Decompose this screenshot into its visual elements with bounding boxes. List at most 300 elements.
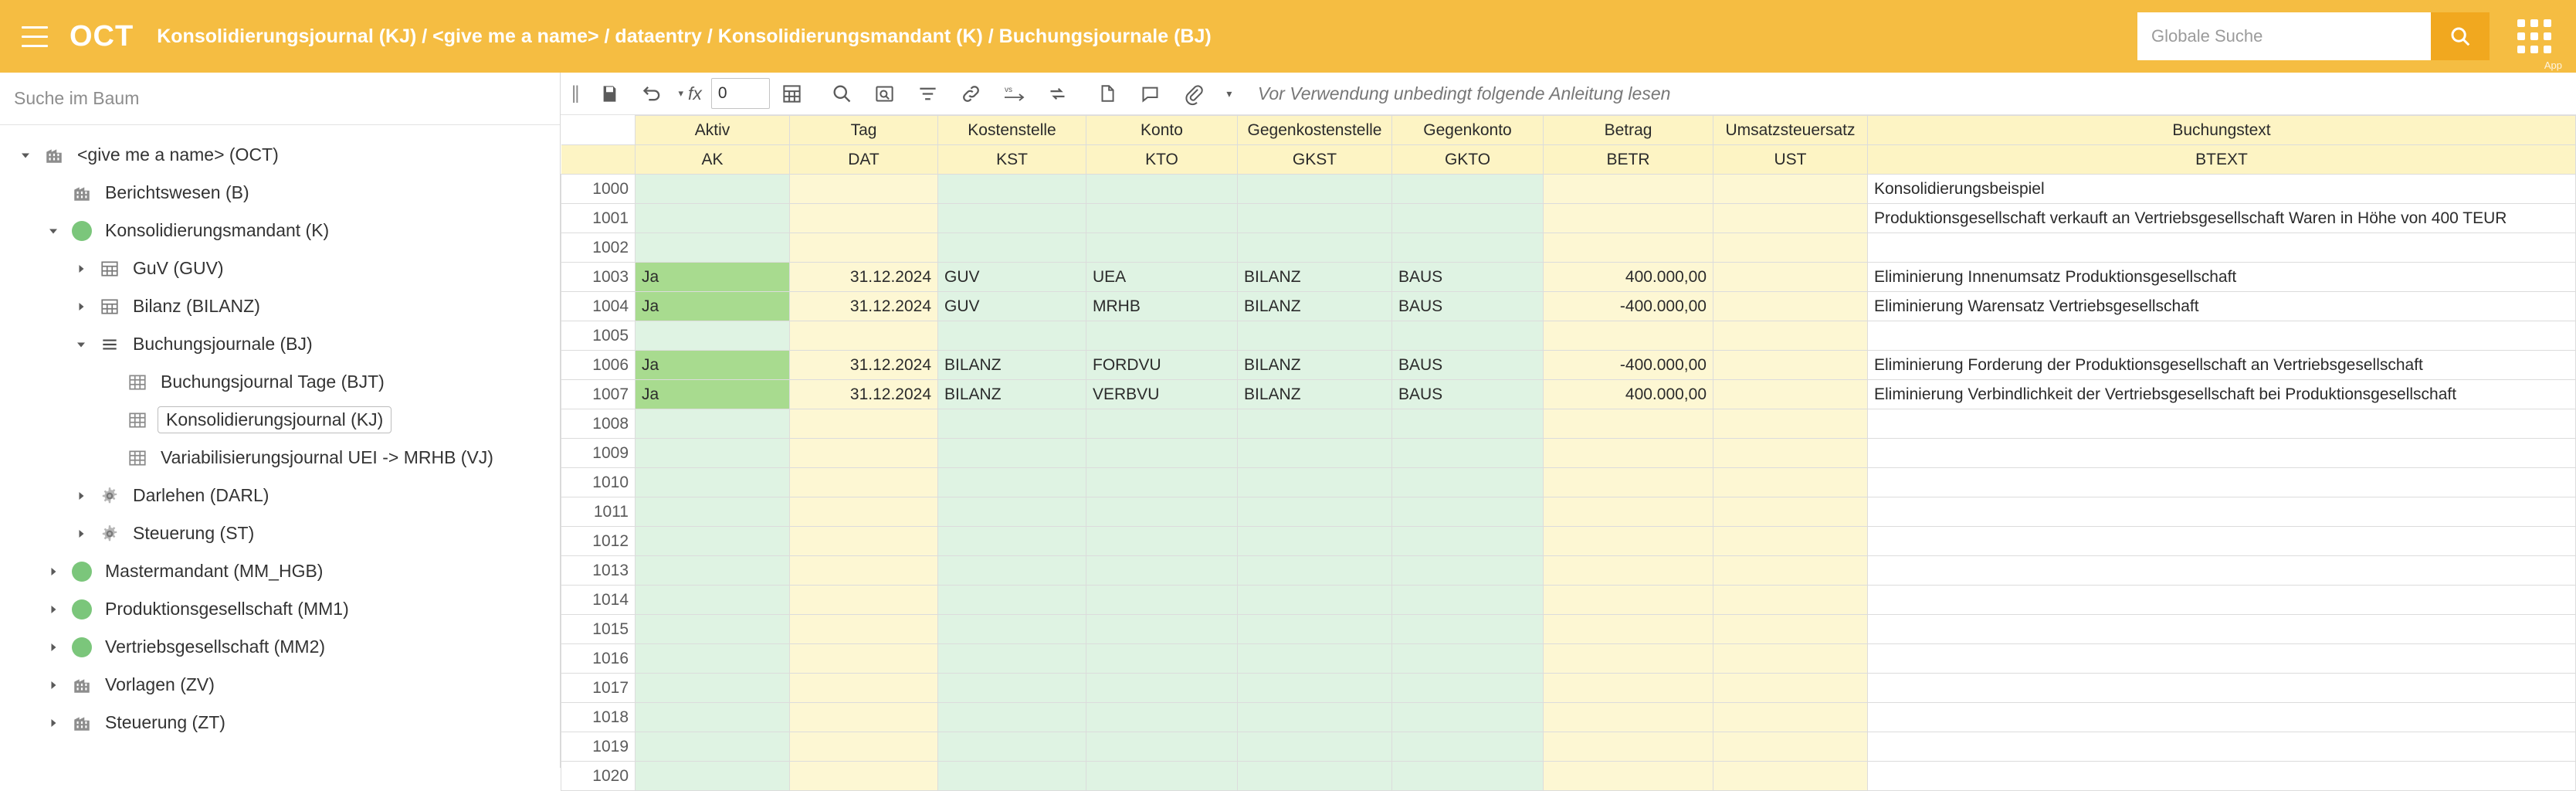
- cell-gegenkonto[interactable]: BAUS: [1392, 292, 1544, 321]
- cell-gegenkostenstelle[interactable]: [1238, 674, 1392, 703]
- cell-konto[interactable]: [1086, 674, 1238, 703]
- cell-gegenkostenstelle[interactable]: [1238, 204, 1392, 233]
- cell-kostenstelle[interactable]: [938, 409, 1086, 439]
- tree-item-steuerung-zt[interactable]: [0, 704, 560, 742]
- cell-betrag[interactable]: [1544, 615, 1713, 644]
- refresh-icon[interactable]: [1037, 73, 1079, 114]
- cell-aktiv[interactable]: [636, 732, 790, 762]
- cell-umsatzsteuersatz[interactable]: [1713, 497, 1868, 527]
- cell-umsatzsteuersatz[interactable]: [1713, 233, 1868, 263]
- cell-konto[interactable]: [1086, 527, 1238, 556]
- cell-betrag[interactable]: [1544, 468, 1713, 497]
- cell-betrag[interactable]: [1544, 497, 1713, 527]
- cell-umsatzsteuersatz[interactable]: [1713, 439, 1868, 468]
- cell-aktiv[interactable]: [636, 439, 790, 468]
- row-number[interactable]: 1010: [561, 468, 636, 497]
- cell-betrag[interactable]: [1544, 527, 1713, 556]
- cell-gegenkonto[interactable]: [1392, 321, 1544, 351]
- cell-gegenkonto[interactable]: [1392, 644, 1544, 674]
- tree-item-bilanz-bilanz[interactable]: [0, 287, 560, 325]
- table-row[interactable]: [561, 703, 2576, 732]
- cell-aktiv[interactable]: [636, 321, 790, 351]
- table-row[interactable]: [561, 409, 2576, 439]
- cell-umsatzsteuersatz[interactable]: [1713, 762, 1868, 791]
- cell-gegenkostenstelle[interactable]: [1238, 644, 1392, 674]
- cell-buchungstext[interactable]: [1868, 644, 2576, 674]
- tree-search-input[interactable]: [12, 87, 547, 110]
- cell-gegenkonto[interactable]: [1392, 615, 1544, 644]
- cell-aktiv[interactable]: [636, 468, 790, 497]
- cell-gegenkostenstelle[interactable]: BILANZ: [1238, 380, 1392, 409]
- column-header-konto[interactable]: Konto: [1086, 116, 1238, 145]
- cell-tag[interactable]: 31.12.2024: [790, 351, 938, 380]
- cell-betrag[interactable]: [1544, 674, 1713, 703]
- tree-item-variabilisierungsjournal-uei-mrhb-vj[interactable]: [0, 439, 560, 477]
- cell-konto[interactable]: [1086, 586, 1238, 615]
- cell-umsatzsteuersatz[interactable]: [1713, 175, 1868, 204]
- zoom-search-icon[interactable]: [864, 73, 906, 114]
- cell-gegenkostenstelle[interactable]: BILANZ: [1238, 263, 1392, 292]
- cell-gegenkonto[interactable]: [1392, 497, 1544, 527]
- chevron-right-icon[interactable]: [40, 679, 66, 691]
- cell-tag[interactable]: [790, 175, 938, 204]
- chevron-down-icon[interactable]: [40, 225, 66, 237]
- cell-betrag[interactable]: [1544, 233, 1713, 263]
- cell-betrag[interactable]: [1544, 204, 1713, 233]
- search-icon: [2449, 25, 2472, 48]
- chevron-right-icon[interactable]: [40, 641, 66, 654]
- cell-konto[interactable]: [1086, 644, 1238, 674]
- search-icon[interactable]: [821, 73, 863, 114]
- chevron-right-icon[interactable]: [68, 300, 94, 313]
- cell-buchungstext[interactable]: [1868, 233, 2576, 263]
- cell-kostenstelle[interactable]: [938, 586, 1086, 615]
- cell-tag[interactable]: 31.12.2024: [790, 292, 938, 321]
- chevron-down-icon: ▾: [678, 87, 683, 99]
- cell-umsatzsteuersatz[interactable]: [1713, 615, 1868, 644]
- row-number[interactable]: 1007: [561, 380, 636, 409]
- cell-gegenkostenstelle[interactable]: [1238, 703, 1392, 732]
- cell-buchungstext[interactable]: Eliminierung Forderung der Produktionsgesellschaft an Vertriebsgesellschaft: [1868, 351, 2576, 380]
- chevron-right-icon[interactable]: [40, 565, 66, 578]
- cell-buchungstext[interactable]: [1868, 703, 2576, 732]
- column-header-tag[interactable]: Tag: [790, 116, 938, 145]
- cell-gegenkostenstelle[interactable]: [1238, 468, 1392, 497]
- cell-gegenkostenstelle[interactable]: [1238, 732, 1392, 762]
- cell-konto[interactable]: [1086, 556, 1238, 586]
- cell-gegenkostenstelle[interactable]: [1238, 615, 1392, 644]
- cell-gegenkonto[interactable]: [1392, 527, 1544, 556]
- cell-gegenkostenstelle[interactable]: [1238, 497, 1392, 527]
- row-number[interactable]: 1001: [561, 204, 636, 233]
- cell-aktiv[interactable]: Ja: [636, 292, 790, 321]
- row-number[interactable]: 1002: [561, 233, 636, 263]
- cell-kostenstelle[interactable]: [938, 556, 1086, 586]
- cell-konto[interactable]: FORDVU: [1086, 351, 1238, 380]
- tree-item-vertriebsgesellschaft-mm2[interactable]: [0, 628, 560, 666]
- cell-umsatzsteuersatz[interactable]: [1713, 292, 1868, 321]
- cell-umsatzsteuersatz[interactable]: [1713, 351, 1868, 380]
- cell-buchungstext[interactable]: [1868, 409, 2576, 439]
- chevron-right-icon[interactable]: [68, 528, 94, 540]
- cell-gegenkonto[interactable]: [1392, 674, 1544, 703]
- column-header-gegenkostenstelle[interactable]: Gegenkostenstelle: [1238, 116, 1392, 145]
- table-row[interactable]: [561, 380, 2576, 409]
- cell-gegenkonto[interactable]: BAUS: [1392, 263, 1544, 292]
- cell-buchungstext[interactable]: [1868, 468, 2576, 497]
- table-row[interactable]: [561, 263, 2576, 292]
- cell-aktiv[interactable]: [636, 409, 790, 439]
- cell-aktiv[interactable]: [636, 556, 790, 586]
- cell-aktiv[interactable]: [636, 497, 790, 527]
- cell-betrag[interactable]: [1544, 409, 1713, 439]
- cell-buchungstext[interactable]: Produktionsgesellschaft verkauft an Vertriebsgesellschaft Waren in Höhe von 400 TEUR: [1868, 204, 2576, 233]
- cell-aktiv[interactable]: [636, 674, 790, 703]
- cell-gegenkonto[interactable]: BAUS: [1392, 351, 1544, 380]
- comment-icon[interactable]: [1130, 73, 1171, 114]
- cell-kostenstelle[interactable]: BILANZ: [938, 380, 1086, 409]
- row-number[interactable]: 1009: [561, 439, 636, 468]
- gear-icon: [94, 518, 125, 549]
- cell-gegenkonto[interactable]: [1392, 468, 1544, 497]
- table-row[interactable]: [561, 644, 2576, 674]
- content-area: [561, 73, 2576, 785]
- cell-kostenstelle[interactable]: [938, 321, 1086, 351]
- table-row[interactable]: [561, 321, 2576, 351]
- cell-konto[interactable]: [1086, 321, 1238, 351]
- row-number[interactable]: 1012: [561, 527, 636, 556]
- cell-umsatzsteuersatz[interactable]: [1713, 409, 1868, 439]
- cell-betrag[interactable]: [1544, 732, 1713, 762]
- cell-aktiv[interactable]: [636, 586, 790, 615]
- column-header-kostenstelle[interactable]: Kostenstelle: [938, 116, 1086, 145]
- row-number[interactable]: 1006: [561, 351, 636, 380]
- cell-tag[interactable]: [790, 409, 938, 439]
- tree-item-give-me-a-name-oct[interactable]: [0, 136, 560, 174]
- cell-umsatzsteuersatz[interactable]: [1713, 732, 1868, 762]
- cell-tag[interactable]: [790, 644, 938, 674]
- row-number[interactable]: 1013: [561, 556, 636, 586]
- formula-group[interactable]: [678, 83, 701, 104]
- cell-tag[interactable]: [790, 233, 938, 263]
- tree-item-vorlagen-zv[interactable]: [0, 666, 560, 704]
- cell-buchungstext[interactable]: [1868, 615, 2576, 644]
- cell-umsatzsteuersatz[interactable]: [1713, 674, 1868, 703]
- chevron-right-icon[interactable]: [40, 717, 66, 729]
- tree-item-darlehen-darl[interactable]: [0, 477, 560, 514]
- cell-tag[interactable]: [790, 527, 938, 556]
- subheader-ak: AK: [636, 145, 790, 175]
- cell-gegenkonto[interactable]: [1392, 233, 1544, 263]
- table-row[interactable]: [561, 468, 2576, 497]
- cell-buchungstext[interactable]: Eliminierung Verbindlichkeit der Vertriebsgesellschaft bei Produktionsgesellschaft: [1868, 380, 2576, 409]
- cell-umsatzsteuersatz[interactable]: [1713, 527, 1868, 556]
- cell-gegenkostenstelle[interactable]: [1238, 409, 1392, 439]
- chevron-right-icon[interactable]: [68, 490, 94, 502]
- cell-gegenkostenstelle[interactable]: [1238, 527, 1392, 556]
- cell-kostenstelle[interactable]: [938, 762, 1086, 791]
- cell-betrag[interactable]: 400.000,00: [1544, 380, 1713, 409]
- cell-konto[interactable]: [1086, 204, 1238, 233]
- cell-tag[interactable]: [790, 762, 938, 791]
- cell-umsatzsteuersatz[interactable]: [1713, 586, 1868, 615]
- cell-buchungstext[interactable]: [1868, 439, 2576, 468]
- cell-betrag[interactable]: 400.000,00: [1544, 263, 1713, 292]
- cell-gegenkonto[interactable]: [1392, 586, 1544, 615]
- cell-tag[interactable]: [790, 586, 938, 615]
- apps-grid-icon[interactable]: [2510, 12, 2559, 61]
- cell-betrag[interactable]: [1544, 644, 1713, 674]
- spreadsheet[interactable]: [561, 115, 2576, 791]
- cell-aktiv[interactable]: [636, 615, 790, 644]
- cell-konto[interactable]: UEA: [1086, 263, 1238, 292]
- cell-kostenstelle[interactable]: [938, 674, 1086, 703]
- cell-buchungstext[interactable]: [1868, 497, 2576, 527]
- table-row[interactable]: [561, 204, 2576, 233]
- cell-betrag[interactable]: [1544, 703, 1713, 732]
- table-row[interactable]: [561, 732, 2576, 762]
- cell-buchungstext[interactable]: [1868, 732, 2576, 762]
- cell-kostenstelle[interactable]: [938, 732, 1086, 762]
- cell-gegenkonto[interactable]: [1392, 439, 1544, 468]
- chevron-right-icon[interactable]: [40, 603, 66, 616]
- chevron-right-icon[interactable]: [68, 263, 94, 275]
- cell-umsatzsteuersatz[interactable]: [1713, 703, 1868, 732]
- cell-kostenstelle[interactable]: [938, 204, 1086, 233]
- formula-bar-text[interactable]: Vor Verwendung unbedingt folgende Anleitung lesen: [1257, 83, 1671, 104]
- tree-item-konsolidierungsjournal-kj[interactable]: [0, 401, 560, 439]
- row-number[interactable]: 1018: [561, 703, 636, 732]
- cell-aktiv[interactable]: [636, 644, 790, 674]
- row-number[interactable]: 1016: [561, 644, 636, 674]
- cell-aktiv[interactable]: [636, 175, 790, 204]
- cell-buchungstext[interactable]: [1868, 556, 2576, 586]
- cell-umsatzsteuersatz[interactable]: [1713, 380, 1868, 409]
- cell-buchungstext[interactable]: [1868, 762, 2576, 791]
- tree-item-buchungsjournale-bj[interactable]: [0, 325, 560, 363]
- column-header-gegenkonto[interactable]: Gegenkonto: [1392, 116, 1544, 145]
- vs-compare-icon[interactable]: [994, 73, 1035, 114]
- cell-kostenstelle[interactable]: GUV: [938, 263, 1086, 292]
- tree-item-berichtswesen-b[interactable]: [0, 174, 560, 212]
- tree-item-label: Vertriebsgesellschaft (MM2): [105, 637, 326, 657]
- row-number[interactable]: 1014: [561, 586, 636, 615]
- table-row[interactable]: [561, 233, 2576, 263]
- chevron-down-icon[interactable]: ▾: [1226, 87, 1232, 100]
- cell-gegenkonto[interactable]: [1392, 732, 1544, 762]
- cell-betrag[interactable]: [1544, 321, 1713, 351]
- cell-gegenkonto[interactable]: [1392, 175, 1544, 204]
- cell-gegenkonto[interactable]: [1392, 409, 1544, 439]
- cell-kostenstelle[interactable]: [938, 497, 1086, 527]
- cell-konto[interactable]: [1086, 762, 1238, 791]
- cell-konto[interactable]: VERBVU: [1086, 380, 1238, 409]
- cell-tag[interactable]: [790, 615, 938, 644]
- tree-item-steuerung-st[interactable]: [0, 514, 560, 552]
- cell-tag[interactable]: [790, 468, 938, 497]
- table-row[interactable]: [561, 586, 2576, 615]
- cell-umsatzsteuersatz[interactable]: [1713, 556, 1868, 586]
- undo-icon[interactable]: [632, 73, 673, 114]
- cell-umsatzsteuersatz[interactable]: [1713, 644, 1868, 674]
- cell-tag[interactable]: [790, 497, 938, 527]
- cell-buchungstext[interactable]: Eliminierung Innenumsatz Produktionsgesellschaft: [1868, 263, 2576, 292]
- cell-gegenkostenstelle[interactable]: [1238, 586, 1392, 615]
- cell-buchungstext[interactable]: Konsolidierungsbeispiel: [1868, 175, 2576, 204]
- cell-umsatzsteuersatz[interactable]: [1713, 468, 1868, 497]
- cell-tag[interactable]: [790, 674, 938, 703]
- cell-kostenstelle[interactable]: [938, 468, 1086, 497]
- cell-kostenstelle[interactable]: [938, 439, 1086, 468]
- row-number[interactable]: 1011: [561, 497, 636, 527]
- cell-aktiv[interactable]: Ja: [636, 380, 790, 409]
- cell-konto[interactable]: [1086, 732, 1238, 762]
- cell-gegenkostenstelle[interactable]: [1238, 762, 1392, 791]
- cell-tag[interactable]: 31.12.2024: [790, 263, 938, 292]
- row-number[interactable]: 1019: [561, 732, 636, 762]
- global-search-input[interactable]: [2137, 12, 2431, 60]
- row-number[interactable]: 1003: [561, 263, 636, 292]
- cell-gegenkonto[interactable]: [1392, 204, 1544, 233]
- column-header-aktiv[interactable]: Aktiv: [636, 116, 790, 145]
- toolbar-drag-handle[interactable]: ||: [571, 83, 578, 104]
- cell-konto[interactable]: [1086, 175, 1238, 204]
- cell-konto[interactable]: [1086, 703, 1238, 732]
- cell-buchungstext[interactable]: [1868, 674, 2576, 703]
- cell-konto[interactable]: [1086, 497, 1238, 527]
- cell-aktiv[interactable]: Ja: [636, 263, 790, 292]
- cell-betrag[interactable]: [1544, 762, 1713, 791]
- chevron-down-icon[interactable]: [68, 338, 94, 351]
- table-row[interactable]: [561, 615, 2576, 644]
- cell-kostenstelle[interactable]: [938, 644, 1086, 674]
- cell-gegenkostenstelle[interactable]: [1238, 175, 1392, 204]
- cell-buchungstext[interactable]: [1868, 586, 2576, 615]
- menu-icon[interactable]: [14, 15, 56, 57]
- cell-betrag[interactable]: [1544, 439, 1713, 468]
- cell-value-input[interactable]: [711, 78, 770, 109]
- tree-item-produktionsgesellschaft-mm1[interactable]: [0, 590, 560, 628]
- cell-umsatzsteuersatz[interactable]: [1713, 321, 1868, 351]
- link-icon[interactable]: [951, 73, 992, 114]
- cell-gegenkostenstelle[interactable]: [1238, 321, 1392, 351]
- cell-umsatzsteuersatz[interactable]: [1713, 263, 1868, 292]
- cell-tag[interactable]: [790, 732, 938, 762]
- row-number[interactable]: 1008: [561, 409, 636, 439]
- cell-gegenkonto[interactable]: [1392, 556, 1544, 586]
- table-row[interactable]: [561, 292, 2576, 321]
- cell-kostenstelle[interactable]: [938, 527, 1086, 556]
- cell-kostenstelle[interactable]: GUV: [938, 292, 1086, 321]
- cell-gegenkonto[interactable]: [1392, 703, 1544, 732]
- document-icon[interactable]: [1086, 73, 1128, 114]
- grid-subheader-corner: [561, 145, 636, 175]
- cell-gegenkostenstelle[interactable]: BILANZ: [1238, 351, 1392, 380]
- cell-aktiv[interactable]: [636, 233, 790, 263]
- cell-aktiv[interactable]: [636, 527, 790, 556]
- cell-umsatzsteuersatz[interactable]: [1713, 204, 1868, 233]
- grid-corner-cell[interactable]: [561, 116, 636, 145]
- cell-tag[interactable]: [790, 703, 938, 732]
- cell-konto[interactable]: [1086, 409, 1238, 439]
- cell-betrag[interactable]: [1544, 175, 1713, 204]
- attachment-icon[interactable]: [1173, 73, 1215, 114]
- table-row[interactable]: [561, 762, 2576, 791]
- tree-item-konsolidierungsmandant-k[interactable]: [0, 212, 560, 250]
- table-row[interactable]: [561, 556, 2576, 586]
- cell-gegenkostenstelle[interactable]: BILANZ: [1238, 292, 1392, 321]
- cell-kostenstelle[interactable]: [938, 175, 1086, 204]
- table-row[interactable]: [561, 527, 2576, 556]
- cell-konto[interactable]: [1086, 468, 1238, 497]
- chevron-down-icon[interactable]: [12, 149, 39, 161]
- cell-kostenstelle[interactable]: [938, 615, 1086, 644]
- table-row[interactable]: [561, 497, 2576, 527]
- tree-item-mastermandant-mm-hgb[interactable]: [0, 552, 560, 590]
- cell-kostenstelle[interactable]: BILANZ: [938, 351, 1086, 380]
- cell-aktiv[interactable]: [636, 204, 790, 233]
- tree-item-guv-guv[interactable]: [0, 250, 560, 287]
- cell-gegenkonto[interactable]: BAUS: [1392, 380, 1544, 409]
- table-row[interactable]: [561, 674, 2576, 703]
- cell-gegenkostenstelle[interactable]: [1238, 439, 1392, 468]
- cell-aktiv[interactable]: Ja: [636, 351, 790, 380]
- cell-kostenstelle[interactable]: [938, 233, 1086, 263]
- cell-gegenkonto[interactable]: [1392, 762, 1544, 791]
- cell-tag[interactable]: [790, 439, 938, 468]
- cell-tag[interactable]: [790, 321, 938, 351]
- global-search-button[interactable]: [2431, 12, 2490, 60]
- cell-konto[interactable]: [1086, 233, 1238, 263]
- save-icon[interactable]: [588, 73, 630, 114]
- cell-betrag[interactable]: [1544, 556, 1713, 586]
- cell-tag[interactable]: 31.12.2024: [790, 380, 938, 409]
- column-header-umsatzsteuersatz[interactable]: Umsatzsteuersatz: [1713, 116, 1868, 145]
- cell-aktiv[interactable]: [636, 703, 790, 732]
- cell-konto[interactable]: [1086, 439, 1238, 468]
- row-number[interactable]: 1000: [561, 175, 636, 204]
- app-logo[interactable]: OCT: [69, 19, 134, 53]
- row-number[interactable]: 1005: [561, 321, 636, 351]
- table-row[interactable]: [561, 351, 2576, 380]
- cell-gegenkostenstelle[interactable]: [1238, 233, 1392, 263]
- row-number[interactable]: 1017: [561, 674, 636, 703]
- row-number[interactable]: 1020: [561, 762, 636, 791]
- table-row[interactable]: [561, 439, 2576, 468]
- insert-table-icon[interactable]: [771, 73, 813, 114]
- cell-konto[interactable]: [1086, 615, 1238, 644]
- cell-konto[interactable]: MRHB: [1086, 292, 1238, 321]
- cell-tag[interactable]: [790, 556, 938, 586]
- row-number[interactable]: 1004: [561, 292, 636, 321]
- cell-kostenstelle[interactable]: [938, 703, 1086, 732]
- column-header-betrag[interactable]: Betrag: [1544, 116, 1713, 145]
- cell-betrag[interactable]: [1544, 586, 1713, 615]
- table-row[interactable]: [561, 175, 2576, 204]
- column-header-buchungstext[interactable]: Buchungstext: [1868, 116, 2576, 145]
- cell-buchungstext[interactable]: [1868, 527, 2576, 556]
- cell-tag[interactable]: [790, 204, 938, 233]
- cell-buchungstext[interactable]: [1868, 321, 2576, 351]
- cell-buchungstext[interactable]: Eliminierung Warensatz Vertriebsgesellschaft: [1868, 292, 2576, 321]
- tree-item-buchungsjournal-tage-bjt[interactable]: [0, 363, 560, 401]
- cell-betrag[interactable]: -400.000,00: [1544, 292, 1713, 321]
- row-number[interactable]: 1015: [561, 615, 636, 644]
- filter-icon[interactable]: [907, 73, 949, 114]
- cell-aktiv[interactable]: [636, 762, 790, 791]
- cell-gegenkostenstelle[interactable]: [1238, 556, 1392, 586]
- cell-betrag[interactable]: -400.000,00: [1544, 351, 1713, 380]
